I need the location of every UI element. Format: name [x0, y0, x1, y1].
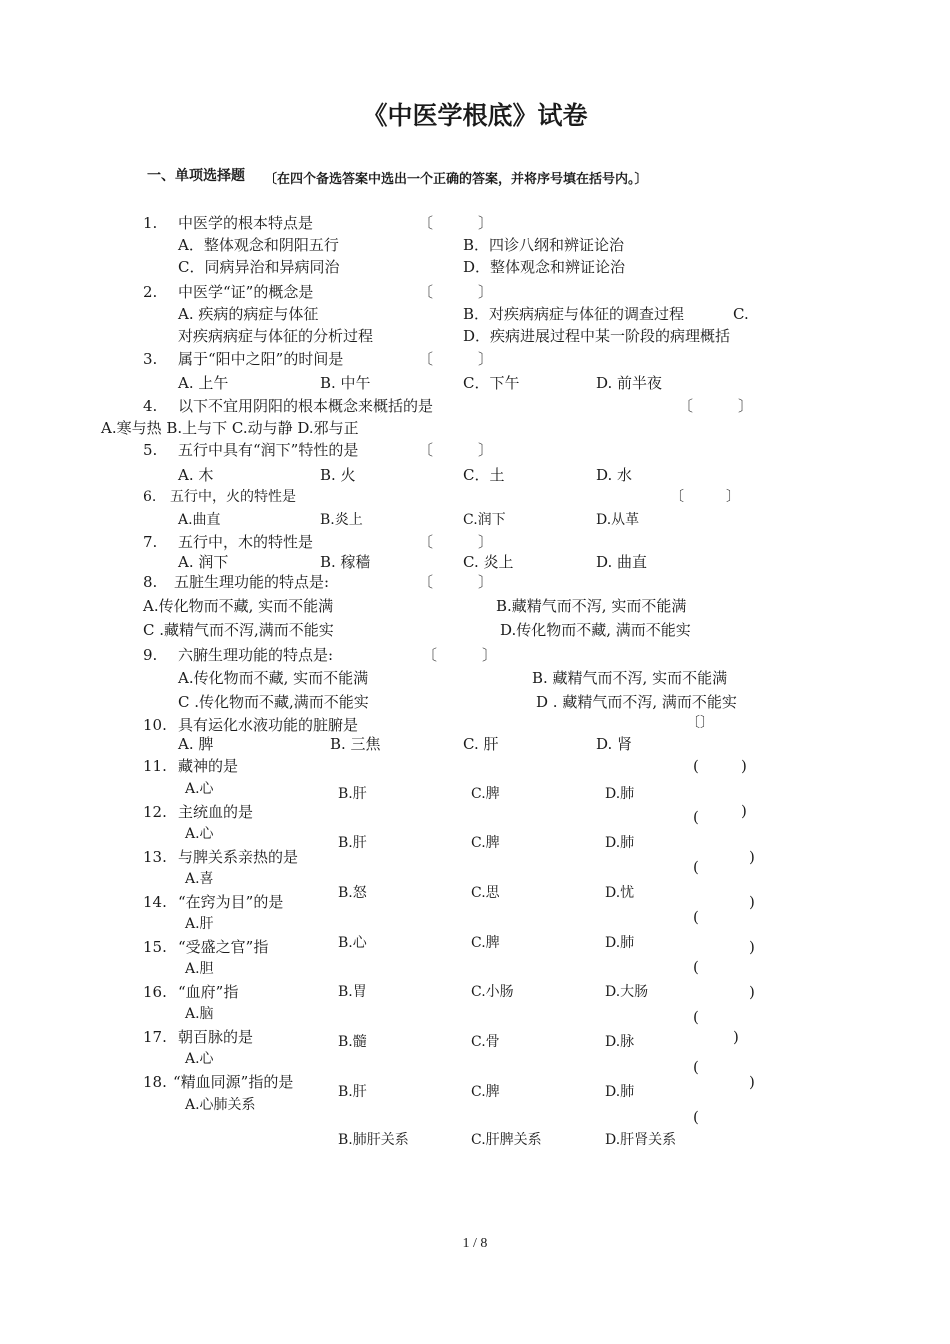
option-a: A.传化物而不藏, 实而不能满	[178, 669, 369, 687]
paren-close: )	[749, 983, 755, 1001]
option-b: B.肺肝关系	[338, 1132, 409, 1148]
option-a: A.胆	[185, 961, 214, 977]
option-d: D. 曲直	[596, 553, 648, 571]
option-d: D.忧	[605, 885, 635, 901]
question-stem: “受盛之官”指	[178, 938, 269, 956]
option-c: C.小肠	[471, 984, 514, 1000]
question-stem: 中医学“证”的概念是	[178, 283, 314, 301]
answer-bracket: 〔 〕	[422, 646, 498, 664]
option-a: A.曲直	[178, 512, 221, 528]
page-number: 1 / 8	[462, 1236, 488, 1251]
option-a: A.喜	[185, 871, 214, 887]
question-number: 7.	[143, 533, 158, 551]
option-d: D.大肠	[605, 984, 649, 1000]
question-stem: 五行中，火的特性是	[170, 489, 296, 505]
option-b: B. 稼穑	[320, 553, 371, 571]
option-b: B.心	[338, 935, 367, 951]
answer-bracket: 〔 〕	[418, 283, 494, 301]
paren-open: (	[693, 858, 699, 876]
question-number: 18.	[143, 1073, 167, 1091]
question-stem: 与脾关系亲热的是	[178, 848, 299, 866]
option-a: A. 脾	[178, 735, 214, 753]
question-stem: 具有运化水液功能的脏腑是	[178, 716, 359, 734]
option-d: D.肝肾关系	[605, 1132, 677, 1148]
option-c: C. 肝	[463, 735, 499, 753]
answer-bracket: 〔 〕	[418, 573, 494, 591]
option-c: C .传化物而不藏,满而不能实	[178, 693, 369, 711]
answer-bracket: 〔 〕	[418, 214, 494, 232]
option-a: A.肝	[185, 916, 214, 932]
option-b: B.胃	[338, 984, 367, 1000]
options-line: A.寒与热 B.上与下 C.动与静 D.邪与正	[101, 419, 359, 437]
option-d: D. 水	[596, 466, 633, 484]
option-d: D . 藏精气而不泻, 满而不能实	[536, 693, 737, 711]
question-number: 14.	[143, 893, 167, 911]
option-c: C．同病异治和异病同治	[178, 258, 340, 276]
question-number: 1.	[143, 214, 158, 232]
option-b: B.肝	[338, 1084, 367, 1100]
question-stem: 以下不宜用阴阳的根本概念来概括的是	[178, 397, 434, 415]
question-stem: “精血同源”指的是	[173, 1073, 294, 1091]
option-a: A. 上午	[178, 374, 229, 392]
question-number: 16.	[143, 983, 167, 1001]
option-a: A.脑	[185, 1006, 214, 1022]
question-number: 4.	[143, 397, 158, 415]
answer-bracket: 〔〕	[686, 715, 714, 731]
option-c: C.润下	[463, 512, 506, 528]
option-c: C.脾	[471, 1084, 500, 1100]
question-number: 8.	[143, 573, 158, 591]
option-a: A. 疾病的病症与体征	[178, 305, 319, 323]
question-stem: 主统血的是	[178, 803, 254, 821]
option-a: A. 木	[178, 466, 214, 484]
question-number: 5.	[143, 441, 158, 459]
exam-title: 《中医学根底》试卷	[362, 101, 588, 130]
paren-close: )	[749, 848, 755, 866]
question-number: 3.	[143, 350, 158, 368]
question-number: 12.	[143, 803, 167, 821]
answer-bracket: 〔 〕	[418, 533, 494, 551]
question-stem: “在窍为目”的是	[178, 893, 284, 911]
question-number: 13.	[143, 848, 167, 866]
question-stem: 五行中，木的特性是	[178, 533, 314, 551]
question-stem: 六腑生理功能的特点是:	[178, 646, 334, 664]
option-a: A.心	[185, 826, 214, 842]
paren-close: )	[741, 757, 747, 775]
option-c: C .藏精气而不泻,满而不能实	[143, 621, 334, 639]
question-stem: 五行中具有“润下”特性的是	[178, 441, 359, 459]
option-b: B.髓	[338, 1034, 367, 1050]
section-note: 〔在四个备选答案中选出一个正确的答案，并将序号填在括号内。〕	[264, 172, 648, 187]
option-d: D. 肾	[596, 735, 633, 753]
option-b: B. 中午	[320, 374, 371, 392]
option-c: C.脾	[471, 786, 500, 802]
option-b: B. 藏精气而不泻, 实而不能满	[532, 669, 728, 687]
paren-open: (	[693, 1108, 699, 1126]
question-stem: 五脏生理功能的特点是:	[174, 573, 330, 591]
option-c: C.骨	[471, 1034, 500, 1050]
option-a: A．整体观念和阴阳五行	[178, 236, 339, 254]
option-a: A.心肺关系	[185, 1097, 256, 1113]
option-c-text: 对疾病病症与体征的分析过程	[178, 327, 374, 345]
question-number: 17.	[143, 1028, 167, 1046]
paren-close: )	[733, 1028, 739, 1046]
option-a: A. 润下	[178, 553, 229, 571]
option-b: B.炎上	[320, 512, 363, 528]
option-b: B. 三焦	[330, 735, 381, 753]
option-d: D．整体观念和辨证论治	[463, 258, 626, 276]
question-stem: 属于“阳中之阳”的时间是	[178, 350, 344, 368]
option-b: B.肝	[338, 835, 367, 851]
option-d: D.肺	[605, 835, 635, 851]
option-d: D.肺	[605, 935, 635, 951]
question-stem: 中医学的根本特点是	[178, 214, 314, 232]
option-c: C. 炎上	[463, 553, 514, 571]
option-a: A.心	[185, 1051, 214, 1067]
option-d: D. 前半夜	[596, 374, 663, 392]
answer-bracket: 〔 〕	[418, 350, 494, 368]
option-c: C.脾	[471, 835, 500, 851]
option-b: B.藏精气而不泻, 实而不能满	[496, 597, 687, 615]
option-c: C.	[733, 305, 749, 323]
question-number: 10.	[143, 716, 167, 734]
question-number: 11.	[143, 757, 167, 775]
option-b: B．对疾病病症与体征的调查过程	[463, 305, 685, 323]
question-number: 15.	[143, 938, 167, 956]
option-c: C.肝脾关系	[471, 1132, 542, 1148]
option-c: C．土	[463, 466, 505, 484]
option-d: D.脉	[605, 1034, 635, 1050]
paren-open: (	[693, 1008, 699, 1026]
question-number: 2.	[143, 283, 158, 301]
option-c: C．下午	[463, 374, 520, 392]
option-d: D．疾病进展过程中某一阶段的病理概括	[463, 327, 731, 345]
paren-close: )	[749, 893, 755, 911]
paren-open: (	[693, 808, 699, 826]
paren-close: )	[741, 802, 747, 820]
option-d: D.肺	[605, 786, 635, 802]
option-d: D.从革	[596, 512, 640, 528]
paren-close: )	[749, 938, 755, 956]
question-number: 6.	[143, 489, 157, 505]
option-d: D.肺	[605, 1084, 635, 1100]
answer-bracket: 〔 〕	[670, 489, 740, 505]
paren-open: (	[693, 908, 699, 926]
option-b: B.肝	[338, 786, 367, 802]
option-b: B.怒	[338, 885, 367, 901]
answer-bracket: 〔 〕	[678, 397, 754, 415]
paren-open: (	[693, 1058, 699, 1076]
paren-close: )	[749, 1073, 755, 1091]
paren-open: (	[693, 958, 699, 976]
paren-open: (	[693, 757, 699, 775]
question-stem: 藏神的是	[178, 757, 239, 775]
question-stem: 朝百脉的是	[178, 1028, 254, 1046]
question-stem: “血府”指	[178, 983, 239, 1001]
option-b: B. 火	[320, 466, 356, 484]
option-d: D.传化物而不藏, 满而不能实	[500, 621, 691, 639]
option-a: A.心	[185, 781, 214, 797]
section-heading: 一、单项选择题	[147, 168, 245, 184]
option-a: A.传化物而不藏, 实而不能满	[143, 597, 334, 615]
option-c: C.思	[471, 885, 500, 901]
answer-bracket: 〔 〕	[418, 441, 494, 459]
option-b: B．四诊八纲和辨证论治	[463, 236, 625, 254]
option-c: C.脾	[471, 935, 500, 951]
question-number: 9.	[143, 646, 158, 664]
